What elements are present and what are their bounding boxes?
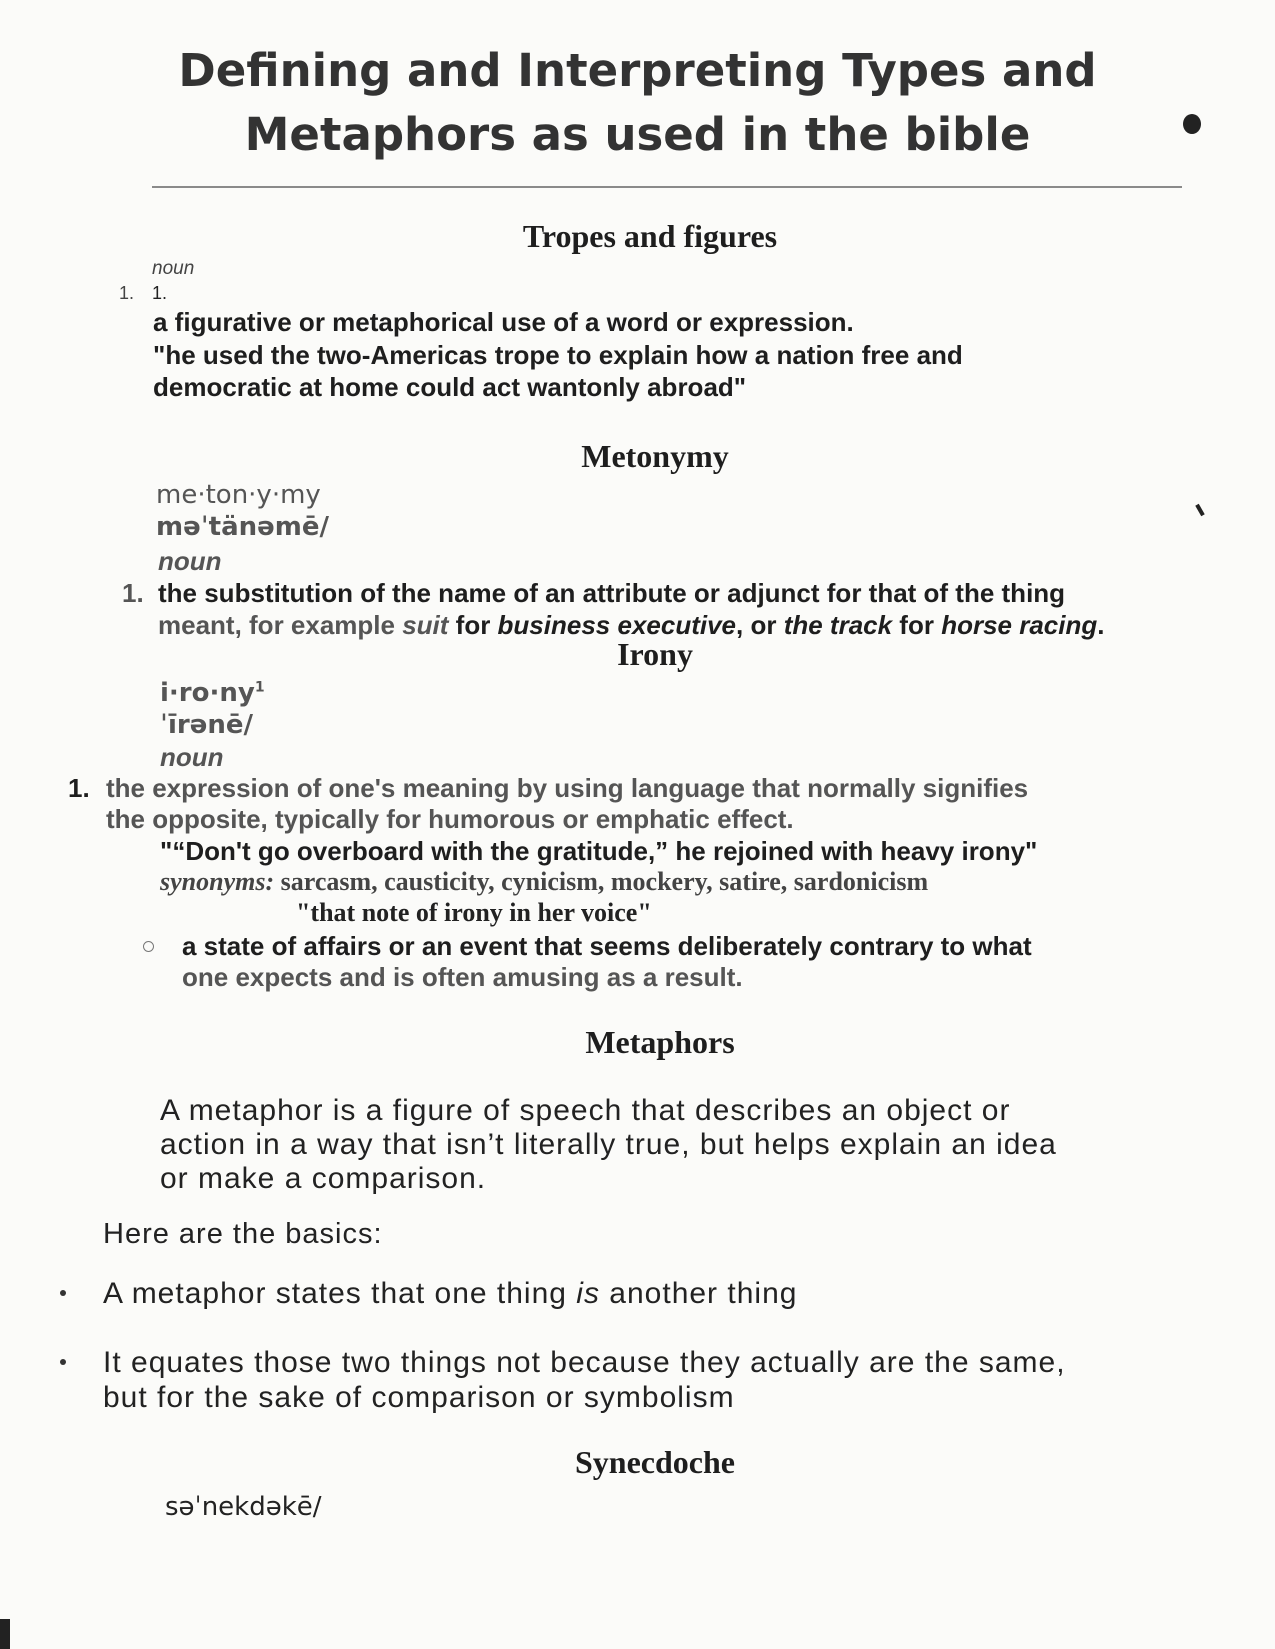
irony-example-2: "that note of irony in her voice" <box>296 898 652 927</box>
tropes-heading: Tropes and figures <box>522 218 778 254</box>
irony-sub-line-1: a state of affairs or an event that seems deliberately contrary to what <box>182 931 1032 961</box>
irony-example: "“Don't go overboard with the gratitude,” he rejoined with heavy irony" <box>160 836 1038 866</box>
irony-number: 1. <box>68 773 90 803</box>
metaphors-para-line-1: A metaphor is a figure of speech that describes an object or <box>160 1094 1011 1127</box>
title-divider <box>152 186 1182 188</box>
tropes-pos: noun <box>152 258 195 279</box>
metonymy-def-line-1: the substitution of the name of an attribute or adjunct for that of the thing <box>158 578 1066 608</box>
irony-pronunciation: ˈīrənē/ <box>160 710 253 740</box>
irony-def-line-2: the opposite, typically for humorous or emphatic effect. <box>106 804 794 834</box>
scan-speck <box>1183 114 1201 134</box>
tropes-example-line-2: democratic at home could act wantonly abroad" <box>153 372 747 402</box>
irony-heading: Irony <box>617 636 693 672</box>
irony-sub-line-2: one expects and is often amusing as a result. <box>182 962 743 992</box>
metaphors-bullet-2-line-1: It equates those two things not because they actually are the same, <box>103 1346 1066 1379</box>
metonymy-number: 1. <box>122 578 144 608</box>
tropes-example-line-1: "he used the two-Americas trope to explain how a nation free and <box>153 340 963 370</box>
metonymy-heading: Metonymy <box>581 438 729 474</box>
irony-def-line-1: the expression of one's meaning by using language that normally signifies <box>106 773 1029 803</box>
bullet-dot-icon <box>60 1359 66 1365</box>
tropes-inner-number: 1. <box>152 283 168 303</box>
scan-speck <box>1195 504 1204 516</box>
tropes-outer-number: 1. <box>119 283 135 303</box>
bullet-circle-icon <box>143 941 154 952</box>
synecdoche-heading: Synecdoche <box>575 1444 735 1480</box>
metaphors-bullet-1: A metaphor states that one thing is another thing <box>103 1277 798 1310</box>
irony-syllables: $i\cdot ro\cdot ny^1$ <box>160 678 265 708</box>
metonymy-def-line-2: meant, for example suit for business executive, or the track for horse racing. <box>158 610 1105 640</box>
page-title-line-1: Defining and Interpreting Types and <box>178 44 1097 97</box>
irony-pos: noun <box>160 742 224 772</box>
metonymy-syllables: me·ton·y·my <box>156 480 321 510</box>
metonymy-pos: noun <box>158 546 222 576</box>
metaphors-heading: Metaphors <box>585 1024 735 1060</box>
scan-edge <box>0 1619 10 1649</box>
metaphors-para-line-3: or make a comparison. <box>160 1162 487 1195</box>
metaphors-para-line-2: action in a way that isn’t literally true, but helps explain an idea <box>160 1128 1057 1161</box>
metonymy-pronunciation: məˈtänəmē/ <box>156 512 330 542</box>
page-title-line-2: Metaphors as used in the bible <box>244 108 1031 161</box>
synecdoche-pronunciation: səˈnekdəkē/ <box>165 1492 322 1522</box>
metaphors-basics: Here are the basics: <box>103 1218 383 1250</box>
irony-synonyms: synonyms: sarcasm, causticity, cynicism, mockery, satire, sardonicism <box>160 867 929 896</box>
bullet-dot-icon <box>60 1290 66 1296</box>
tropes-definition: a figurative or metaphorical use of a word or expression. <box>153 307 854 337</box>
metaphors-bullet-2-line-2: but for the sake of comparison or symbolism <box>103 1381 735 1414</box>
